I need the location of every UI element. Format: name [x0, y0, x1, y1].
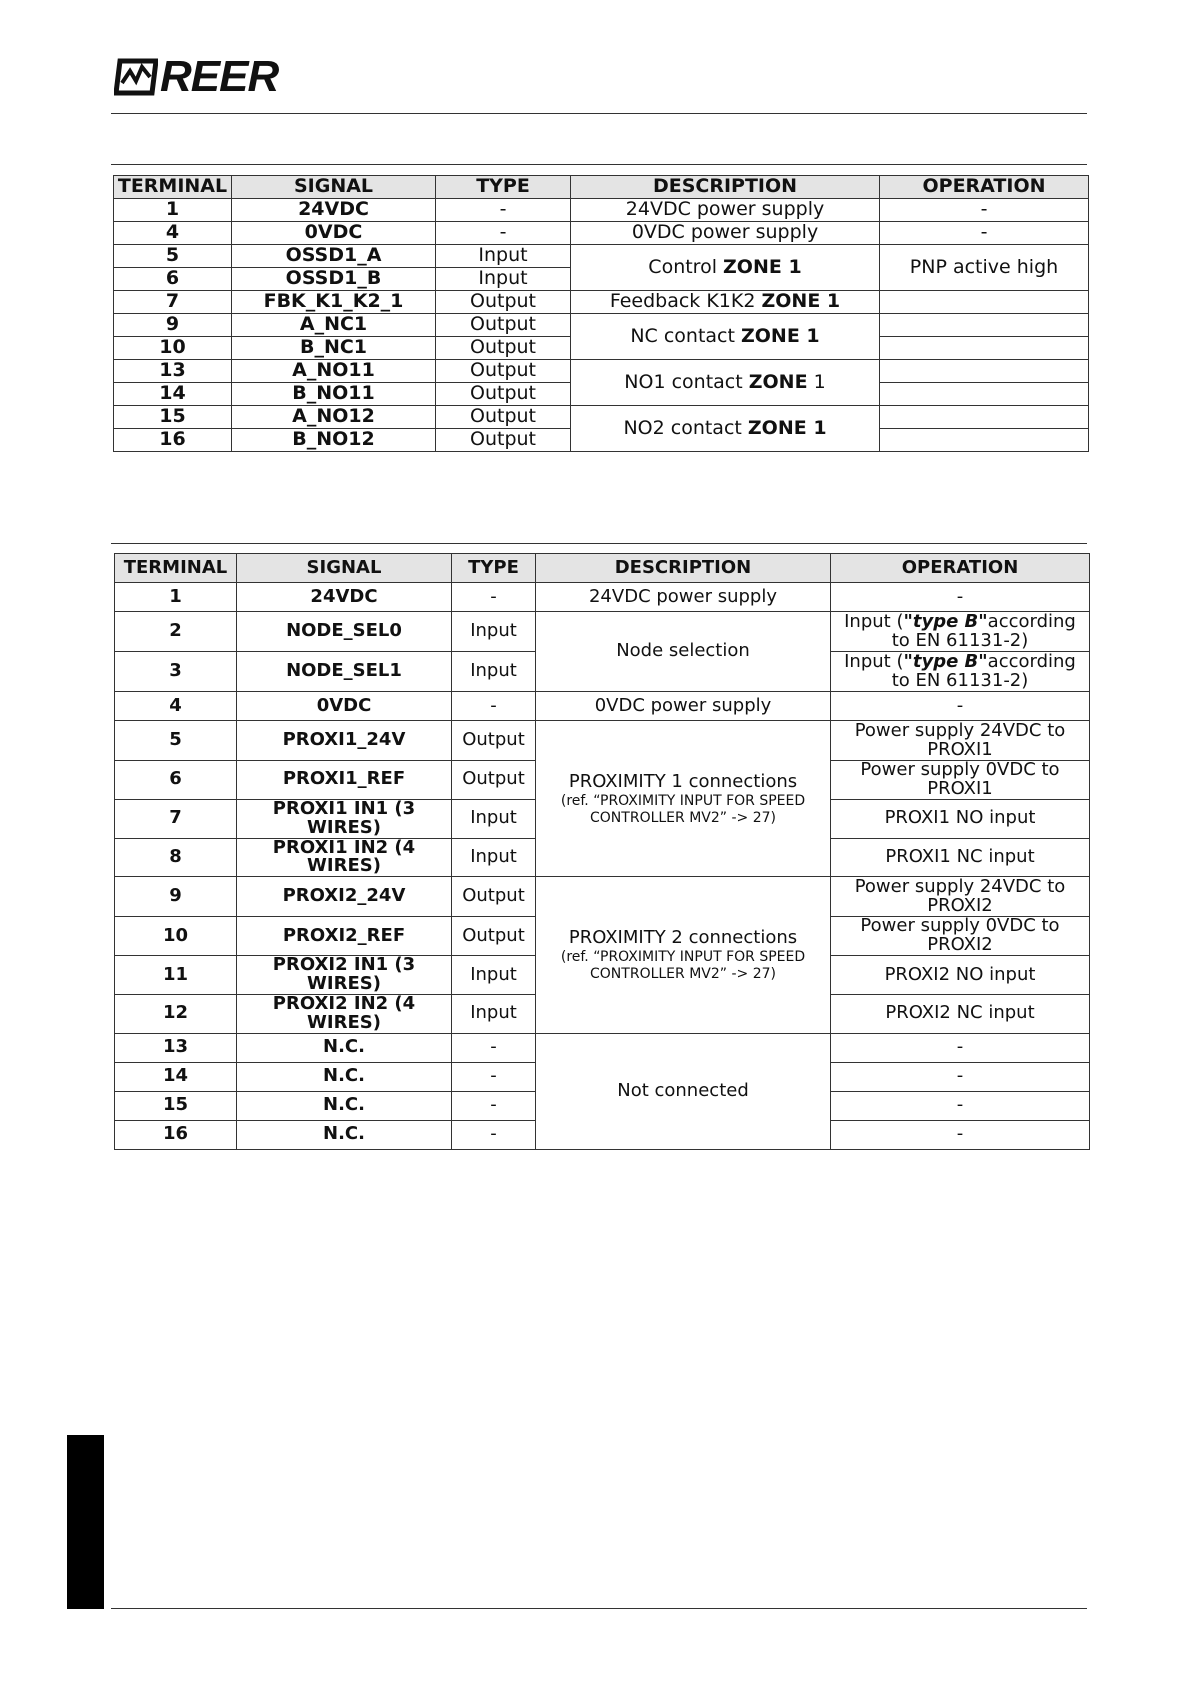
table2-top-rule [111, 543, 1087, 544]
terminal-cell: 6 [114, 268, 232, 291]
terminal-table-1 [113, 175, 1089, 452]
type-cell: - [452, 583, 536, 612]
signal-cell: OSSD1_B [232, 268, 436, 291]
terminal-cell: 7 [115, 799, 237, 838]
table-row [115, 721, 1090, 761]
operation-cell [880, 314, 1089, 337]
header-operation: OPERATION [880, 176, 1089, 199]
operation-cell: - [831, 1120, 1090, 1149]
zone-label: ZONE 1 [741, 324, 820, 347]
description-cell: 24VDC power supply [571, 199, 880, 222]
operation-cell: PROXI1 NC input [831, 838, 1090, 877]
description-cell: 24VDC power supply [536, 583, 831, 612]
table-row [115, 1033, 1090, 1062]
signal-cell: N.C. [237, 1062, 452, 1091]
logo-text: REER [160, 52, 279, 101]
header-type: TYPE [436, 176, 571, 199]
operation-cell: Power supply 0VDC to PROXI1 [831, 761, 1090, 800]
operation-cell [880, 429, 1089, 452]
description-cell [571, 291, 880, 314]
table-row [115, 583, 1090, 612]
terminal-cell: 4 [115, 692, 237, 721]
terminal-cell: 9 [114, 314, 232, 337]
header-description: DESCRIPTION [536, 554, 831, 583]
operation-suffix: according to EN 61131-2) [891, 611, 1076, 651]
terminal-cell: 1 [114, 199, 232, 222]
table-row [114, 245, 1089, 268]
operation-cell: - [831, 1091, 1090, 1120]
zone-label: ZONE 1 [747, 416, 827, 439]
signal-cell: A_NC1 [232, 314, 436, 337]
terminal-cell: 16 [114, 429, 232, 452]
type-cell: Input [452, 799, 536, 838]
description-cell [536, 721, 831, 877]
signal-cell: FBK_K1_K2_1 [232, 291, 436, 314]
terminal-cell: 13 [114, 360, 232, 383]
type-b-emphasis: "type B" [903, 611, 988, 632]
table-row [114, 406, 1089, 429]
signal-cell: A_NO12 [232, 406, 436, 429]
header-terminal: TERMINAL [115, 554, 237, 583]
operation-cell: Power supply 0VDC to PROXI2 [831, 917, 1090, 956]
operation-cell: - [831, 583, 1090, 612]
signal-cell: 24VDC [237, 583, 452, 612]
description-prefix: NC contact [630, 324, 741, 347]
header-signal: SIGNAL [237, 554, 452, 583]
description-cell [571, 406, 880, 452]
type-cell: - [436, 222, 571, 245]
terminal-cell: 16 [115, 1120, 237, 1149]
table-row [114, 291, 1089, 314]
type-cell: - [452, 1033, 536, 1062]
signal-cell: B_NO12 [232, 429, 436, 452]
terminal-cell: 14 [115, 1062, 237, 1091]
operation-cell: - [880, 222, 1089, 245]
operation-cell [831, 612, 1090, 652]
operation-cell: - [831, 1033, 1090, 1062]
footer-rule [111, 1608, 1087, 1609]
description-prefix: NO2 contact [623, 416, 748, 439]
operation-cell: PROXI1 NO input [831, 799, 1090, 838]
proximity-2-reference: (ref. “PROXIMITY INPUT FOR SPEED CONTROLLER MV2” -> 27) [560, 949, 806, 983]
signal-cell: 0VDC [237, 692, 452, 721]
terminal-cell: 4 [114, 222, 232, 245]
terminal-cell: 15 [114, 406, 232, 429]
operation-prefix: Input ( [844, 651, 904, 672]
header-description: DESCRIPTION [571, 176, 880, 199]
proximity-1-title: PROXIMITY 1 connections [568, 770, 798, 792]
description-cell [536, 877, 831, 1033]
type-cell: Input [436, 245, 571, 268]
description-prefix: NO1 contact [624, 370, 749, 393]
operation-cell [880, 337, 1089, 360]
operation-cell: - [831, 692, 1090, 721]
terminal-cell: 11 [115, 956, 237, 995]
operation-cell: PROXI2 NC input [831, 994, 1090, 1033]
operation-cell: Power supply 24VDC to PROXI2 [831, 877, 1090, 917]
terminal-cell: 3 [115, 652, 237, 692]
signal-cell: 0VDC [232, 222, 436, 245]
signal-cell: PROXI1 IN1 (3 WIRES) [237, 799, 452, 838]
description-prefix: Feedback K1K2 [609, 290, 762, 313]
type-cell: - [436, 199, 571, 222]
description-cell: Not connected [536, 1033, 831, 1149]
type-cell: Output [436, 406, 571, 429]
type-cell: Input [452, 652, 536, 692]
operation-cell: PROXI2 NO input [831, 956, 1090, 995]
table-row [115, 612, 1090, 652]
operation-cell: PNP active high [880, 245, 1089, 291]
description-cell: 0VDC power supply [571, 222, 880, 245]
signal-cell: A_NO11 [232, 360, 436, 383]
signal-cell: PROXI2 IN2 (4 WIRES) [237, 994, 452, 1033]
table-header-row [115, 554, 1090, 583]
table-row [114, 222, 1089, 245]
terminal-cell: 9 [115, 877, 237, 917]
header-signal: SIGNAL [232, 176, 436, 199]
operation-prefix: Input ( [844, 611, 904, 632]
terminal-cell: 10 [114, 337, 232, 360]
type-cell: Input [452, 838, 536, 877]
header-operation: OPERATION [831, 554, 1090, 583]
header-type: TYPE [452, 554, 536, 583]
description-prefix: Control [648, 255, 724, 278]
description-cell: 0VDC power supply [536, 692, 831, 721]
language-side-tab [67, 1435, 104, 1609]
table-header-row [114, 176, 1089, 199]
terminal-cell: 10 [115, 917, 237, 956]
type-cell: Output [452, 917, 536, 956]
terminal-cell: 5 [114, 245, 232, 268]
terminal-cell: 5 [115, 721, 237, 761]
proximity-1-reference: (ref. “PROXIMITY INPUT FOR SPEED CONTROLLER MV2” -> 27) [560, 793, 806, 826]
type-cell: Output [436, 360, 571, 383]
type-cell: Output [452, 761, 536, 800]
operation-cell: - [831, 1062, 1090, 1091]
table-row [115, 877, 1090, 917]
signal-cell: NODE_SEL1 [237, 652, 452, 692]
table-row [115, 692, 1090, 721]
type-cell: Output [452, 721, 536, 761]
type-b-emphasis: "type B" [903, 651, 988, 672]
terminal-cell: 2 [115, 612, 237, 652]
terminal-cell: 1 [115, 583, 237, 612]
reer-logo-mark-icon [114, 57, 158, 97]
type-cell: Input [452, 612, 536, 652]
type-cell: Output [436, 314, 571, 337]
operation-suffix: according to EN 61131-2) [891, 651, 1076, 691]
operation-cell [880, 406, 1089, 429]
signal-cell: 24VDC [232, 199, 436, 222]
signal-cell: PROXI1 IN2 (4 WIRES) [237, 838, 452, 877]
table-row [114, 199, 1089, 222]
terminal-cell: 12 [115, 994, 237, 1033]
description-cell: Node selection [536, 612, 831, 692]
table1-top-rule [111, 164, 1087, 165]
type-cell: Output [436, 429, 571, 452]
signal-cell: OSSD1_A [232, 245, 436, 268]
terminal-cell: 6 [115, 761, 237, 800]
type-cell: - [452, 1062, 536, 1091]
type-cell: - [452, 1091, 536, 1120]
operation-cell: - [880, 199, 1089, 222]
signal-cell: PROXI1_24V [237, 721, 452, 761]
operation-cell: Power supply 24VDC to PROXI1 [831, 721, 1090, 761]
signal-cell: PROXI2 IN1 (3 WIRES) [237, 956, 452, 995]
signal-cell: N.C. [237, 1091, 452, 1120]
signal-cell: PROXI2_REF [237, 917, 452, 956]
signal-cell: PROXI1_REF [237, 761, 452, 800]
type-cell: Output [436, 337, 571, 360]
description-cell [571, 314, 880, 360]
type-cell: Output [436, 383, 571, 406]
signal-cell: N.C. [237, 1033, 452, 1062]
type-cell: Output [452, 877, 536, 917]
description-cell [571, 360, 880, 406]
type-cell: Input [436, 268, 571, 291]
zone-label: ZONE [748, 370, 808, 393]
zone-label: ZONE 1 [761, 290, 841, 313]
type-cell: - [452, 1120, 536, 1149]
header-terminal: TERMINAL [114, 176, 232, 199]
operation-cell [880, 360, 1089, 383]
terminal-table-2 [114, 553, 1090, 1150]
terminal-cell: 14 [114, 383, 232, 406]
operation-cell [831, 652, 1090, 692]
type-cell: - [452, 692, 536, 721]
header-rule [111, 113, 1087, 114]
signal-cell: NODE_SEL0 [237, 612, 452, 652]
terminal-cell: 13 [115, 1033, 237, 1062]
zone-label: ZONE 1 [723, 255, 802, 278]
operation-cell [880, 291, 1089, 314]
terminal-cell: 7 [114, 291, 232, 314]
signal-cell: PROXI2_24V [237, 877, 452, 917]
type-cell: Output [436, 291, 571, 314]
table-row [114, 360, 1089, 383]
proximity-2-title: PROXIMITY 2 connections [568, 926, 798, 948]
type-cell: Input [452, 994, 536, 1033]
terminal-cell: 8 [115, 838, 237, 877]
description-suffix: 1 [807, 370, 826, 393]
signal-cell: B_NC1 [232, 337, 436, 360]
signal-cell: N.C. [237, 1120, 452, 1149]
reer-logo [114, 54, 278, 100]
signal-cell: B_NO11 [232, 383, 436, 406]
table-row [114, 314, 1089, 337]
terminal-cell: 15 [115, 1091, 237, 1120]
type-cell: Input [452, 956, 536, 995]
description-cell [571, 245, 880, 291]
operation-cell [880, 383, 1089, 406]
